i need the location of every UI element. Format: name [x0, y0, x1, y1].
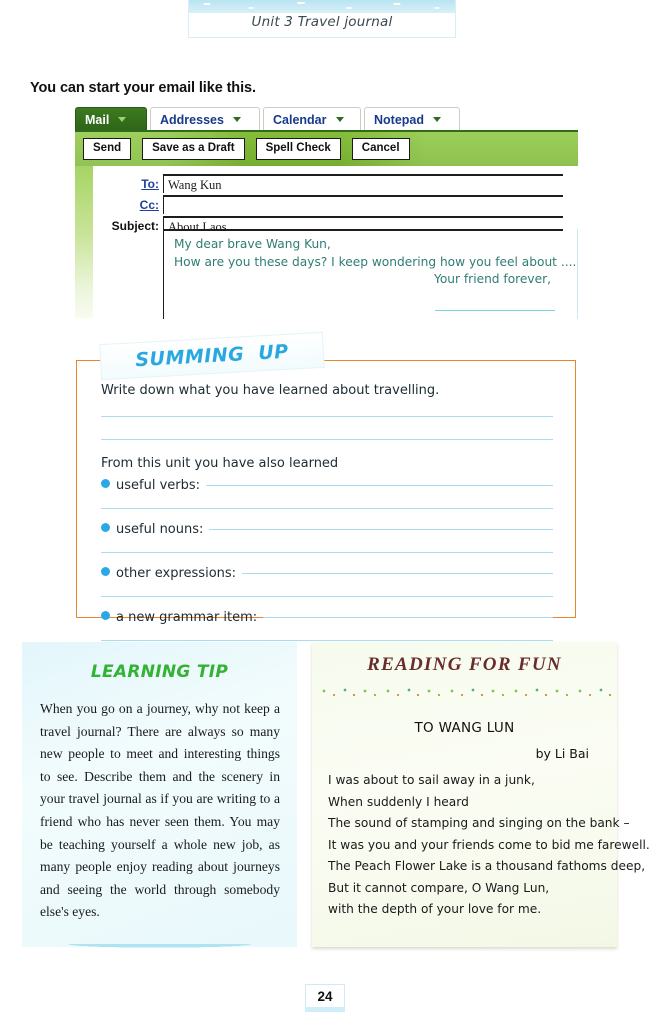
unit-title: Unit 3 Travel journal: [251, 14, 393, 30]
email-form: [93, 166, 578, 319]
message-line: How are you these days? I keep wondering how you feel about ....: [174, 254, 577, 269]
cc-input[interactable]: [163, 195, 563, 214]
answer-line[interactable]: [101, 640, 553, 641]
chevron-down-icon[interactable]: [433, 117, 441, 122]
bullet-icon: [101, 611, 110, 620]
signature-rule: [435, 310, 555, 311]
item-label: useful verbs:: [116, 478, 201, 493]
answer-line[interactable]: [101, 552, 553, 553]
email-tab-bar: [75, 107, 578, 131]
tab-addresses-label: Addresses: [160, 112, 224, 127]
poem-line: I was about to sail away in a junk,: [328, 773, 535, 787]
answer-line[interactable]: [209, 529, 553, 530]
email-toolbar: [75, 130, 578, 166]
tab-addresses[interactable]: [150, 107, 260, 131]
tab-calendar-label: Calendar: [273, 112, 327, 127]
answer-line[interactable]: [206, 485, 553, 486]
poem-line: When suddenly I heard: [328, 794, 469, 809]
page-number: 24: [305, 984, 345, 1008]
answer-line[interactable]: [101, 596, 553, 597]
poem-author: by Li Bai: [535, 746, 589, 761]
item-label: other expressions:: [116, 566, 237, 581]
answer-line[interactable]: [101, 439, 553, 440]
message-signoff: Your friend forever,: [434, 272, 551, 286]
message-area-edge: [577, 229, 578, 319]
save-draft-button[interactable]: Save as a Draft: [142, 138, 244, 159]
learning-tip-body: When you go on a journey, why not keep a travel journal? There are always so many new people to meet and interesting things to see. Describe them and the scenery in your travel journal as if you are writing to a friend who has never seen them. You may be teaching yourself a whole new job, as many people enjoy reading about journeys and seeing the world through somebody else's eyes.: [40, 701, 280, 920]
tab-calendar[interactable]: [263, 107, 361, 131]
poem-line: with the depth of your love for me.: [328, 902, 542, 916]
summing-up-prompt: Write down what you have learned about travelling.: [101, 383, 440, 398]
summing-up-item-grammar: [101, 610, 553, 625]
poem-line: But it cannot compare, O Wang Lun,: [328, 880, 550, 895]
poem-line: It was you and your friends come to bid me farewell.: [328, 837, 650, 852]
summing-up-item-expressions: [101, 566, 553, 581]
subject-input[interactable]: About Laos: [163, 216, 563, 235]
tab-notepad-label: Notepad: [374, 112, 424, 127]
bullet-icon: [101, 523, 110, 532]
bullet-icon: [101, 567, 110, 576]
water-decoration: [189, 0, 455, 13]
summing-up-title-word1: SUMMING: [134, 343, 245, 372]
item-label: useful nouns:: [116, 522, 204, 537]
poem-body: [328, 770, 650, 921]
tab-mail-label: Mail: [85, 112, 110, 127]
reading-for-fun-panel: [312, 642, 650, 947]
answer-line[interactable]: [263, 617, 553, 618]
answer-line[interactable]: [101, 416, 553, 417]
summing-up-title-word2: UP: [257, 340, 290, 365]
message-body-input[interactable]: [163, 229, 577, 319]
to-input[interactable]: Wang Kun: [163, 174, 563, 193]
cancel-button[interactable]: Cancel: [352, 138, 410, 159]
tab-notepad[interactable]: [364, 107, 460, 131]
item-label: a new grammar item:: [116, 610, 258, 625]
answer-line[interactable]: [242, 573, 553, 574]
summing-up-item-nouns: [101, 522, 553, 537]
tab-mail[interactable]: [75, 107, 147, 131]
answer-line[interactable]: [101, 508, 553, 509]
poem-line: The sound of stamping and singing on the bank –: [328, 816, 630, 830]
summing-up-item-verbs: [101, 478, 553, 493]
email-client: [75, 107, 578, 319]
subject-label: Subject:: [111, 219, 159, 233]
spell-check-button[interactable]: Spell Check: [256, 138, 341, 159]
reading-for-fun-title: READING FOR FUN: [367, 654, 562, 675]
email-compose-panel: [75, 166, 578, 319]
learning-tip-panel: [22, 642, 297, 947]
summing-up-subheading: From this unit you have also learned: [101, 456, 339, 471]
bullet-icon: [101, 479, 110, 488]
chevron-down-icon[interactable]: [233, 117, 241, 122]
summing-up-box: [76, 360, 576, 625]
learning-tip-title: LEARNING TIP: [90, 662, 229, 682]
chevron-down-icon[interactable]: [118, 117, 126, 122]
field-row-to: [93, 174, 578, 195]
intro-instruction: You can start your email like this.: [30, 80, 256, 96]
chevron-down-icon[interactable]: [336, 117, 344, 122]
unit-banner: [188, 0, 456, 38]
floral-divider-icon: [318, 686, 611, 699]
to-label[interactable]: To:: [141, 177, 159, 191]
cc-label[interactable]: Cc:: [139, 198, 159, 212]
summing-up-content: [101, 383, 553, 641]
send-button[interactable]: Send: [83, 138, 131, 159]
poem-title: TO WANG LUN: [414, 720, 515, 736]
message-line: My dear brave Wang Kun,: [174, 237, 331, 251]
poem-line: The Peach Flower Lake is a thousand fathoms deep,: [328, 859, 646, 873]
field-row-cc: [93, 195, 578, 216]
